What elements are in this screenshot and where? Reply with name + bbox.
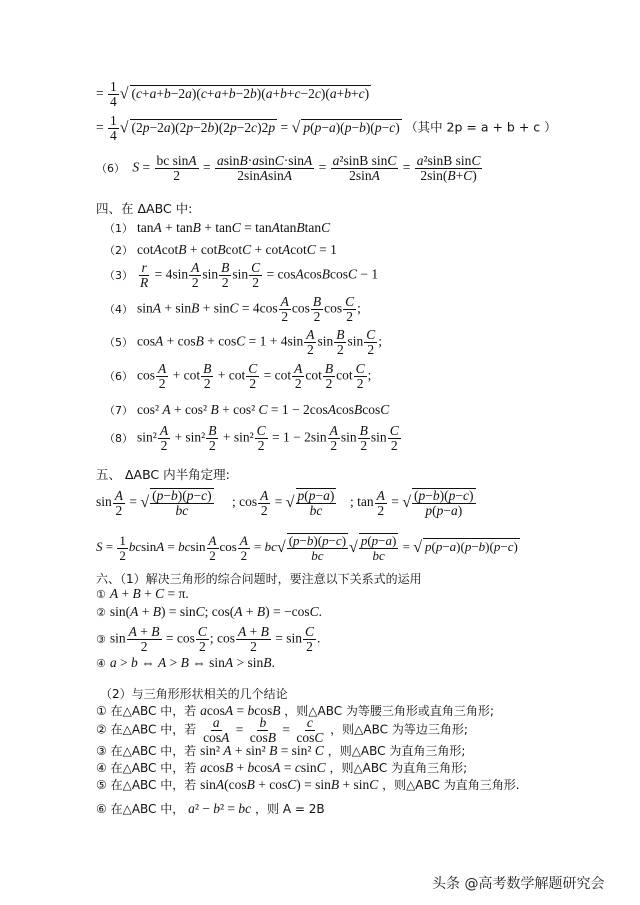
shape-conclusion-6: ⑥ 在△ABC 中， a² − b² = bc ，则 A = 2B [96, 801, 325, 816]
identity-1: （1） tanA + tanB + tanC = tanAtanBtanC [104, 220, 331, 235]
identity-4: （4） sinA + sinB + sinC = 4cos $\frac{A}{2}$ cos $\frac{B}{2}$ cos $\frac{C}{2}$ ; [104, 294, 361, 324]
relation-2: ② sin(A + B) = sinC; cos(A + B) = −cosC. [96, 604, 322, 619]
section5-heading: 五、 ΔABC 内半角定理: [96, 467, 230, 482]
shape-conclusion-2: ② 在△ABC 中，若 $\frac{a}{\cos A}$ = $\frac{b}{\cos B}$ = $\frac{c}{\cos C}$ ，则△ABC 为等边三角形; [96, 715, 468, 745]
section4-heading: 四、在 ΔABC 中: [96, 201, 193, 216]
section6-subheading: （2）与三角形形状相关的几个结论 [100, 687, 288, 701]
shape-conclusion-3: ③ 在△ABC 中，若 sin² A + sin² B = sin² C ，则△ABC 为直角三角形; [96, 743, 466, 758]
relation-1: ① A + B + C = π. [96, 586, 189, 601]
identity-7: （7） cos² A + cos² B + cos² C = 1 − 2cosAcosBcosC [104, 402, 390, 417]
identity-8: （8） sin² $\frac{A}{2}$ + sin² $\frac{B}{2}$ + sin² $\frac{C}{2}$ = 1 − 2sin $\frac{A}{2}$ sin $\frac{B}{2}$ sin $\frac{C}{2}$ [104, 423, 399, 453]
heron-line-1: = $\frac{1}{4}$ √ (c+a+b−2a)(c+a+b−2b)(a+b+c−2c)(a+b+c) [96, 79, 370, 109]
half-angle-area: S = $\frac{1}{2}$ bcsinA = bcsin $\frac{A}{2}$ cos $\frac{A}{2}$ = bc√ $\frac{(p-b)(p-c)}{bc}$ √ $\frac{p(p-a)}{bc}$ = √ p(p−a)(p−b)(p−c) [96, 532, 518, 563]
relation-4: ④ a > b ⇔ A > B ⇔ sinA > sinB. [96, 655, 275, 670]
half-angle-sin: sin $\frac{A}{2}$ = √ $\frac{(p-b)(p-c)}{bc}$ [96, 487, 212, 518]
heron-note: （其中 2p = a + b + c ） [405, 119, 557, 135]
shape-conclusion-1: ① 在△ABC 中，若 acosA = bcosB ，则△ABC 为等腰三角形或直角三角形; [96, 703, 494, 718]
area-formula-6: （6） S = $\frac{\text{bc sinA}}{2}$ = $\frac{asinB\cdot asinC\cdot\sin A}{\text{2sinAsinA}}$ = $\frac{\text{a²sinB sinC}}{2\sin A}$ = $\frac{\text{a²sinB sinC}}{2\sin(B+C)}$ [96, 153, 481, 183]
identity-6: （6） cos $\frac{A}{2}$ + cot $\frac{B}{2}$ + cot $\frac{C}{2}$ = cot $\frac{A}{2}$ cot $\frac{B}{2}$ cot $\frac{C}{2}$ ; [104, 361, 372, 391]
shape-conclusion-4: ④ 在△ABC 中，若 acosB + bcosA = csinC ，则△ABC 为直角三角形; [96, 760, 468, 775]
watermark: 头条 @高考数学解题研究会 [432, 876, 605, 892]
half-angle-tan: ; tan $\frac{A}{2}$ = √ $\frac{(p-b)(p-c)}{p(p-a)}$ [350, 487, 474, 518]
half-angle-cos: ; cos $\frac{A}{2}$ = √ $\frac{p(p-a)}{bc}$ [232, 487, 335, 518]
shape-conclusion-5: ⑤ 在△ABC 中，若 sinA(cosB + cosC) = sinB + sinC ，则△ABC 为直角三角形. [96, 777, 520, 792]
identity-3: （3） $\frac{r}{R}$ = 4sin $\frac{A}{2}$ sin $\frac{B}{2}$ sin $\frac{C}{2}$ = cosAcosBcosC − 1 [104, 260, 379, 290]
identity-2: （2） cotAcotB + cotBcotC + cotAcotC = 1 [104, 242, 337, 257]
identity-5: （5） cosA + cosB + cosC = 1 + 4sin $\frac{A}{2}$ sin $\frac{B}{2}$ sin $\frac{C}{2}$ ; [104, 327, 383, 357]
relation-3: ③ sin $\frac{A + B}{2}$ = cos $\frac{C}{2}$ ; cos $\frac{A + B}{2}$ = sin $\frac{C}{2}$ . [96, 624, 321, 654]
heron-line-2: = $\frac{1}{4}$ √ (2p−2a)(2p−2b)(2p−2c)2p = √ p(p−a)(p−b)(p−c) （其中 2p = a + b + c ） [96, 113, 557, 143]
section6-heading: 六、（1）解决三角形的综合问题时，要注意以下关系式的运用 [96, 572, 422, 586]
